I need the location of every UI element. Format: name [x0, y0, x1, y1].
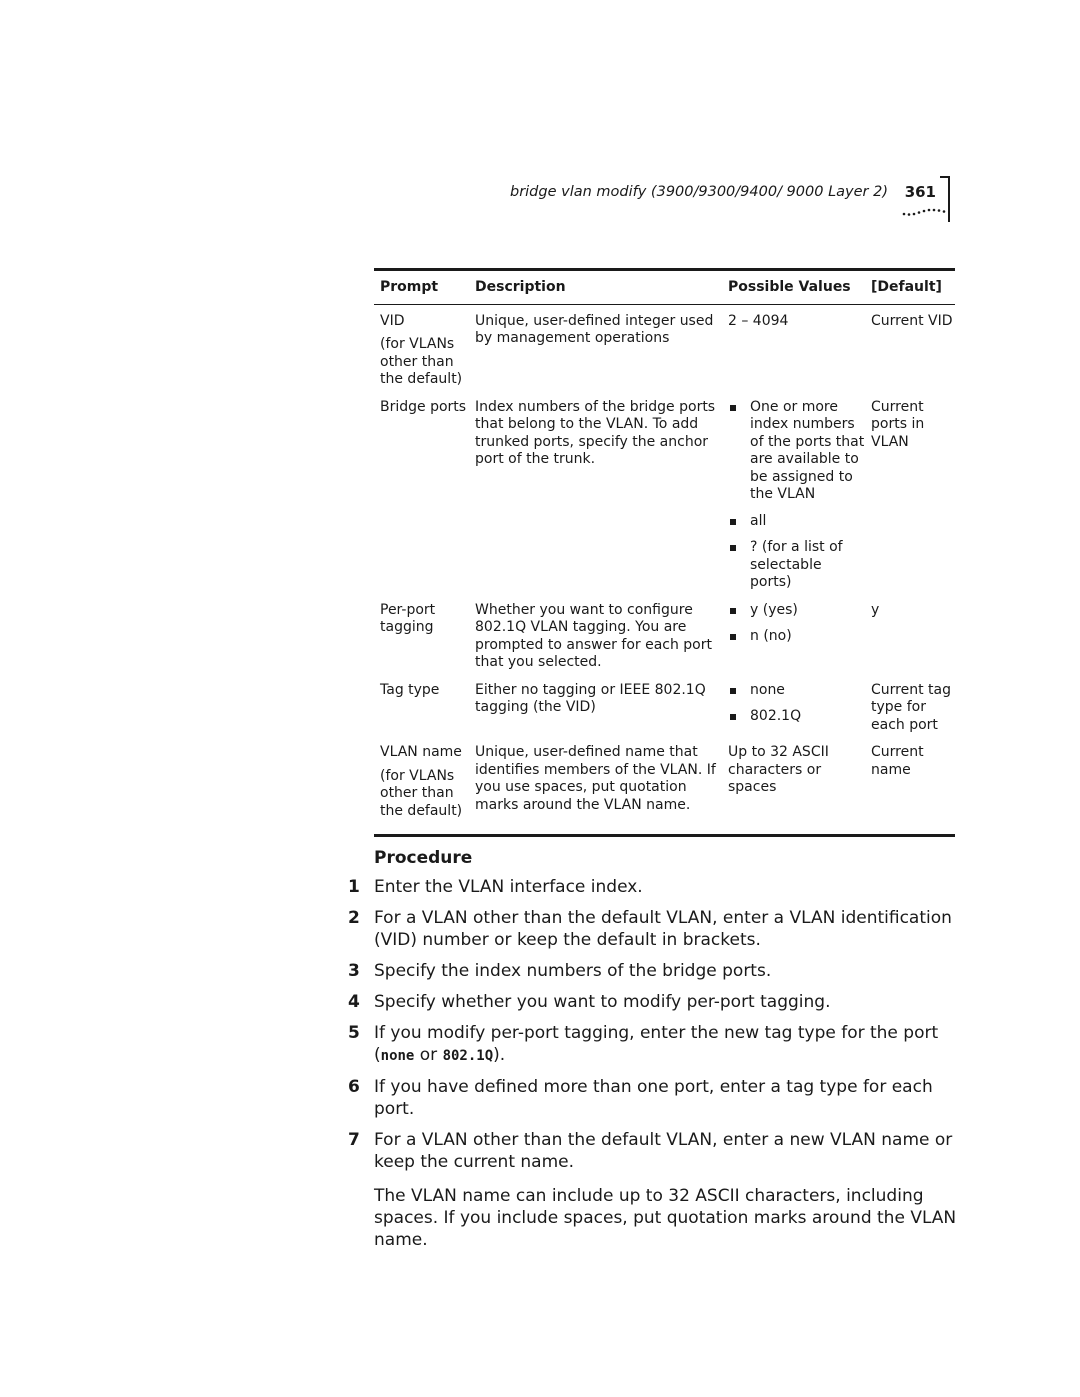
step-text: Specify the index numbers of the bridge ports.: [374, 961, 772, 981]
step-text: or: [414, 1045, 443, 1065]
values-cell: [722, 397, 865, 600]
table-row: [374, 304, 955, 397]
values-cell: [722, 600, 865, 680]
step-text: Specify whether you want to modify per-port tagging.: [374, 992, 831, 1012]
prompt-cell: [374, 680, 469, 743]
values-cell: [722, 680, 865, 743]
value-list-item: ? (for a list of selectable ports): [728, 539, 865, 592]
prompt-cell: [374, 397, 469, 600]
procedure-step: [348, 991, 958, 1013]
bullet-icon: [730, 608, 736, 614]
description-cell: Either no tagging or IEEE 802.1Q tagging (the VID): [475, 681, 706, 715]
table-row: [374, 397, 955, 600]
step-text: For a VLAN other than the default VLAN, enter a VLAN identification (VID) number or keep the default in brackets.: [374, 908, 952, 950]
procedure-step: [348, 907, 958, 951]
step-number: 1: [348, 877, 360, 897]
column-header-description: Description: [469, 270, 722, 305]
default-cell: Current ports in VLAN: [871, 398, 925, 450]
bullet-icon: [730, 688, 736, 694]
corner-rule-vertical: [948, 176, 950, 222]
bullet-icon: [730, 405, 736, 411]
procedure-heading: Procedure: [374, 848, 473, 868]
running-title: bridge vlan modify (3900/9300/9400/ 9000 Layer 2): [509, 184, 888, 200]
bullet-icon: [730, 545, 736, 551]
default-cell: Current VID: [871, 312, 953, 329]
step-text: If you modify per-port tagging, enter the new tag type for the port (: [374, 1023, 939, 1065]
prompt-text: tagging: [380, 619, 434, 635]
prompt-cell: [374, 742, 469, 836]
bullet-icon: [730, 634, 736, 640]
value-list-item: all: [728, 513, 865, 531]
default-cell: y: [871, 601, 880, 618]
prompt-text: VID: [380, 312, 405, 329]
procedure-step: [348, 1022, 958, 1067]
step-text: Enter the VLAN interface index.: [374, 877, 643, 897]
prompt-qualifier: the default): [380, 371, 463, 387]
step-text: ).: [493, 1045, 506, 1065]
prompt-qualifier: (for VLANs: [380, 336, 455, 352]
step-number: 5: [348, 1023, 360, 1043]
prompt-text: Per-port: [380, 601, 436, 618]
step-number: 6: [348, 1077, 360, 1097]
column-header-default: [Default]: [865, 270, 955, 305]
page-number: 361: [904, 183, 936, 201]
prompt-cell: [374, 304, 469, 397]
bullet-icon: [730, 519, 736, 525]
procedure-step: [348, 1129, 958, 1173]
default-cell: Current name: [865, 742, 955, 836]
procedure-step: [348, 960, 958, 982]
procedure-steps: [348, 876, 958, 1251]
prompt-qualifier: other than: [380, 785, 454, 801]
value-list-item: One or more index numbers of the ports that are available to be assigned to the VLAN: [728, 399, 865, 504]
prompt-cell: [374, 600, 469, 680]
corner-rule-horizontal: [940, 176, 950, 178]
table-row: [374, 600, 955, 680]
step-number: 4: [348, 992, 360, 1012]
page-header: [480, 176, 950, 226]
code-802-1q: 802.1Q: [442, 1048, 494, 1064]
prompt-qualifier: other than: [380, 353, 454, 370]
dot-trail-icon: [902, 204, 946, 218]
step-number: 3: [348, 961, 360, 981]
default-cell: Current tag type for each port: [871, 681, 951, 733]
step-text: If you have defined more than one port, enter a tag type for each port.: [374, 1077, 933, 1119]
prompt-text: Bridge ports: [380, 398, 467, 415]
value-list-item: n (no): [728, 628, 865, 646]
value-list-item: none: [728, 682, 865, 700]
step-number: 2: [348, 908, 360, 928]
description-cell: Unique, user-defined integer used by management operations: [475, 312, 714, 346]
prompt-text: Tag type: [380, 681, 440, 698]
step-number: 7: [348, 1130, 360, 1150]
step-text: For a VLAN other than the default VLAN, enter a new VLAN name or keep the current name.: [374, 1130, 953, 1172]
value-list-item: 802.1Q: [728, 708, 865, 726]
values-cell: Up to 32 ASCII characters or spaces: [722, 742, 865, 836]
value-list-item: y (yes): [728, 602, 865, 620]
prompt-qualifier: (for VLANs: [380, 767, 455, 784]
procedure-step: [348, 876, 958, 898]
description-cell: Index numbers of the bridge ports that belong to the VLAN. To add trunked ports, specify the anchor port of the trunk.: [475, 398, 716, 467]
table-header-row: [374, 270, 955, 305]
description-cell: Whether you want to configure 802.1Q VLAN tagging. You are prompted to answer for each port that you selected.: [475, 601, 712, 670]
column-header-prompt: Prompt: [374, 270, 469, 305]
table-row: [374, 742, 955, 836]
values-cell: 2 – 4094: [728, 312, 789, 329]
column-header-possible-values: Possible Values: [722, 270, 865, 305]
table-row: [374, 680, 955, 743]
description-cell: Unique, user-defined name that identifies members of the VLAN. If you use spaces, put quotation marks around the VLAN name.: [469, 742, 722, 836]
code-none: none: [380, 1048, 415, 1064]
bullet-icon: [730, 714, 736, 720]
prompt-text: VLAN name: [380, 744, 462, 760]
procedure-note: The VLAN name can include up to 32 ASCII characters, including spaces. If you include spaces, put quotation marks around the VLAN name.: [374, 1186, 957, 1250]
procedure-step: [348, 1076, 958, 1120]
prompt-table: [374, 268, 955, 837]
prompt-qualifier: the default): [380, 802, 463, 819]
